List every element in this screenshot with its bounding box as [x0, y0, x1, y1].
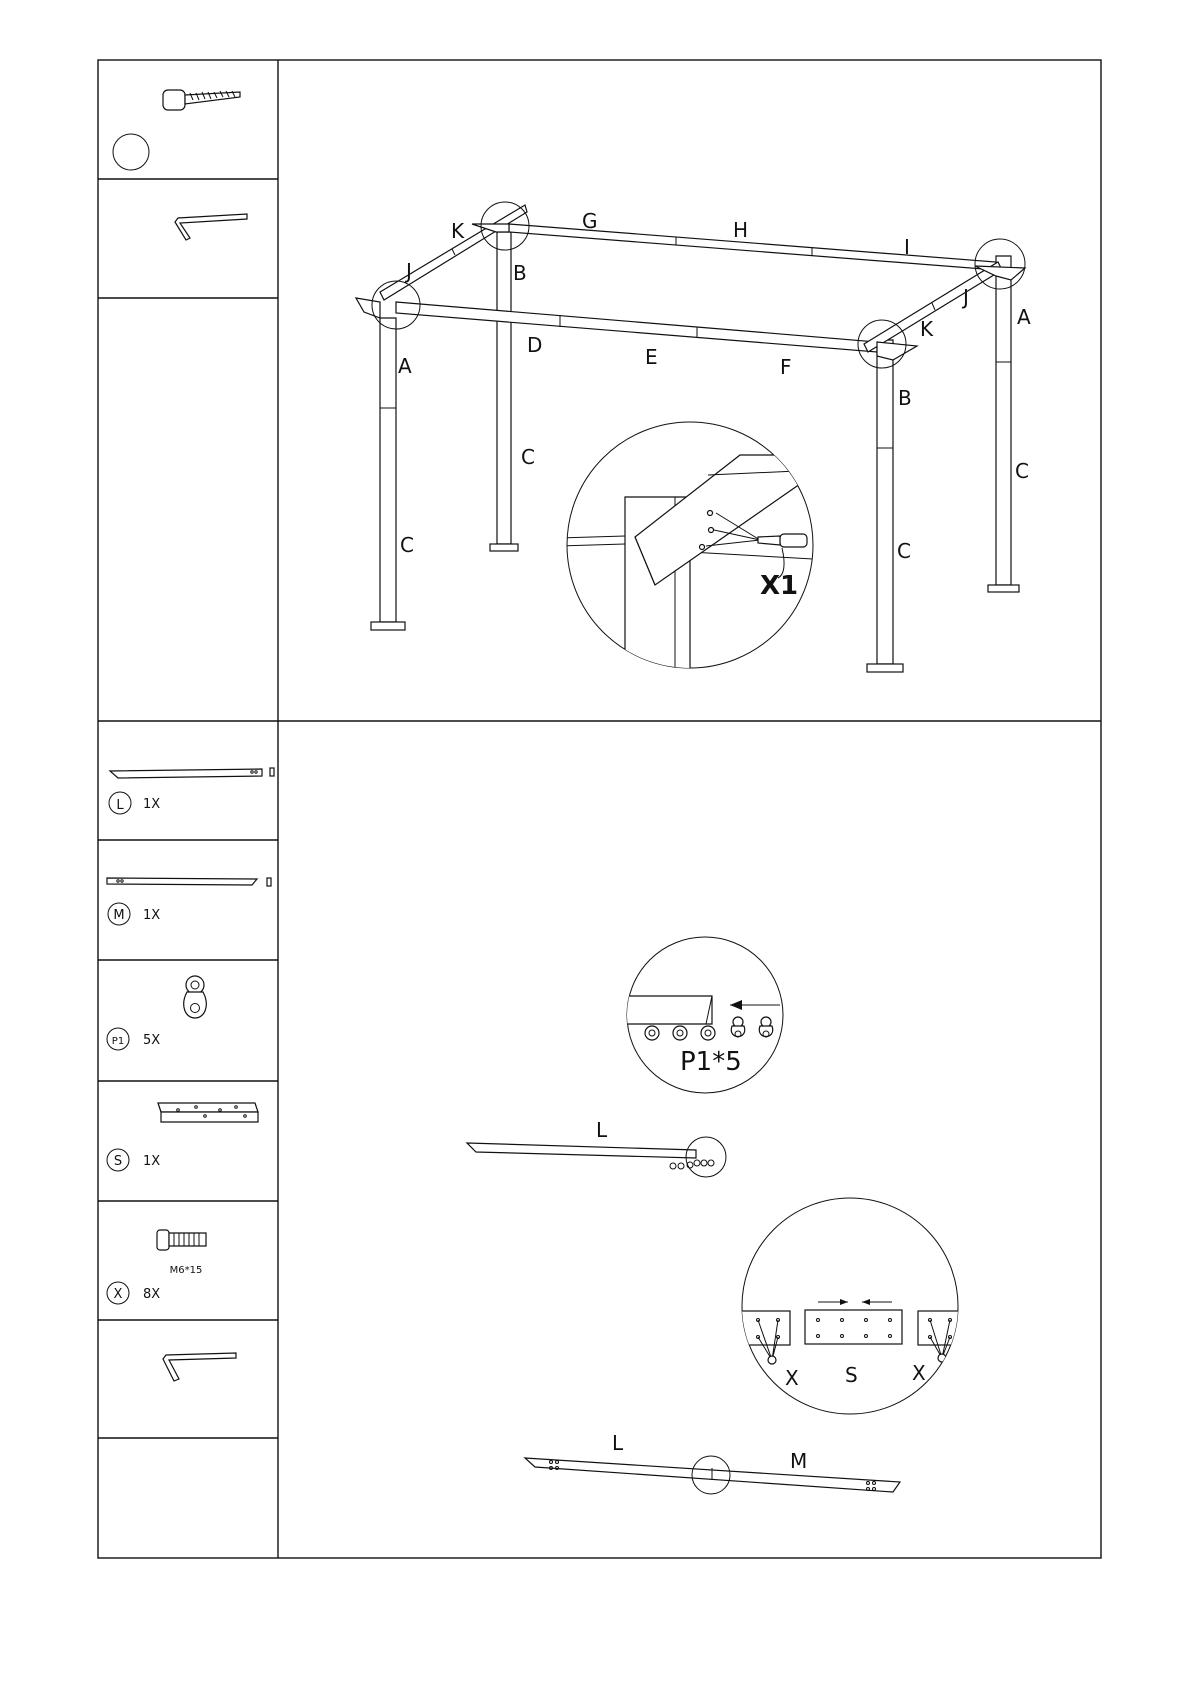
- allen-key-icon: [175, 214, 247, 240]
- part-M-badge: [108, 903, 160, 925]
- label-E: E: [645, 345, 658, 369]
- part-screw-icon: [163, 90, 240, 110]
- part-X-qty: 8X: [143, 1287, 161, 1302]
- label-F: F: [780, 355, 792, 379]
- part-S-badge: [107, 1149, 160, 1171]
- label-J-right: J: [963, 285, 969, 309]
- label-I: I: [904, 235, 910, 259]
- detail-qty-P1: P1*5: [680, 1047, 742, 1077]
- label-B-back: B: [513, 261, 527, 285]
- part-X-letter: X: [113, 1287, 123, 1302]
- label-C-back: C: [521, 445, 535, 469]
- part-S-letter: S: [113, 1154, 123, 1169]
- part-X-badge: [107, 1282, 160, 1304]
- allen-key-icon: [163, 1353, 236, 1381]
- label-C-front: C: [897, 539, 911, 563]
- part-P1-letter: P1: [111, 1036, 125, 1047]
- beam-L-with-hangers: [467, 1137, 726, 1177]
- label-K-left: K: [451, 219, 465, 243]
- part-L-qty: 1X: [143, 797, 161, 812]
- part-P1-hanger-icon: [184, 976, 207, 1018]
- label-A-right: A: [1017, 305, 1031, 329]
- label-B-front: B: [898, 386, 912, 410]
- label-G: G: [582, 209, 598, 233]
- part-M-qty: 1X: [143, 908, 161, 923]
- label-J-left: J: [406, 259, 412, 283]
- part-L-badge: [109, 792, 160, 814]
- part-X-spec: M6*15: [169, 1265, 203, 1276]
- part-P1-qty: 5X: [143, 1033, 161, 1048]
- part-M-bar-icon: [107, 878, 271, 886]
- detail-corner-bolt: [560, 422, 830, 680]
- label-K-right: K: [920, 317, 934, 341]
- part-X-bolt-icon: [157, 1230, 206, 1250]
- part-S-plate-icon: [158, 1103, 258, 1122]
- part-circle-empty-icon: [113, 134, 149, 170]
- part-P1-badge: [107, 1028, 160, 1050]
- joined-L-label: L: [612, 1431, 624, 1455]
- joined-M-label: M: [790, 1449, 808, 1473]
- label-C-right: C: [1015, 459, 1029, 483]
- part-M-letter: M: [113, 908, 125, 923]
- label-C-left: C: [400, 533, 414, 557]
- label-A-left: A: [398, 354, 412, 378]
- detail-X-left-label: X: [785, 1366, 799, 1390]
- detail-X-right-label: X: [912, 1361, 926, 1385]
- part-S-qty: 1X: [143, 1154, 161, 1169]
- label-H: H: [733, 218, 749, 242]
- detail-S-label: S: [845, 1363, 858, 1387]
- beam-L-M-joined: [525, 1456, 900, 1494]
- label-D: D: [527, 333, 543, 357]
- part-L-bar-icon: [110, 768, 274, 778]
- part-L-letter: L: [116, 798, 124, 813]
- beam-L-label: L: [596, 1118, 608, 1142]
- detail-qty-X1: X1: [760, 571, 799, 601]
